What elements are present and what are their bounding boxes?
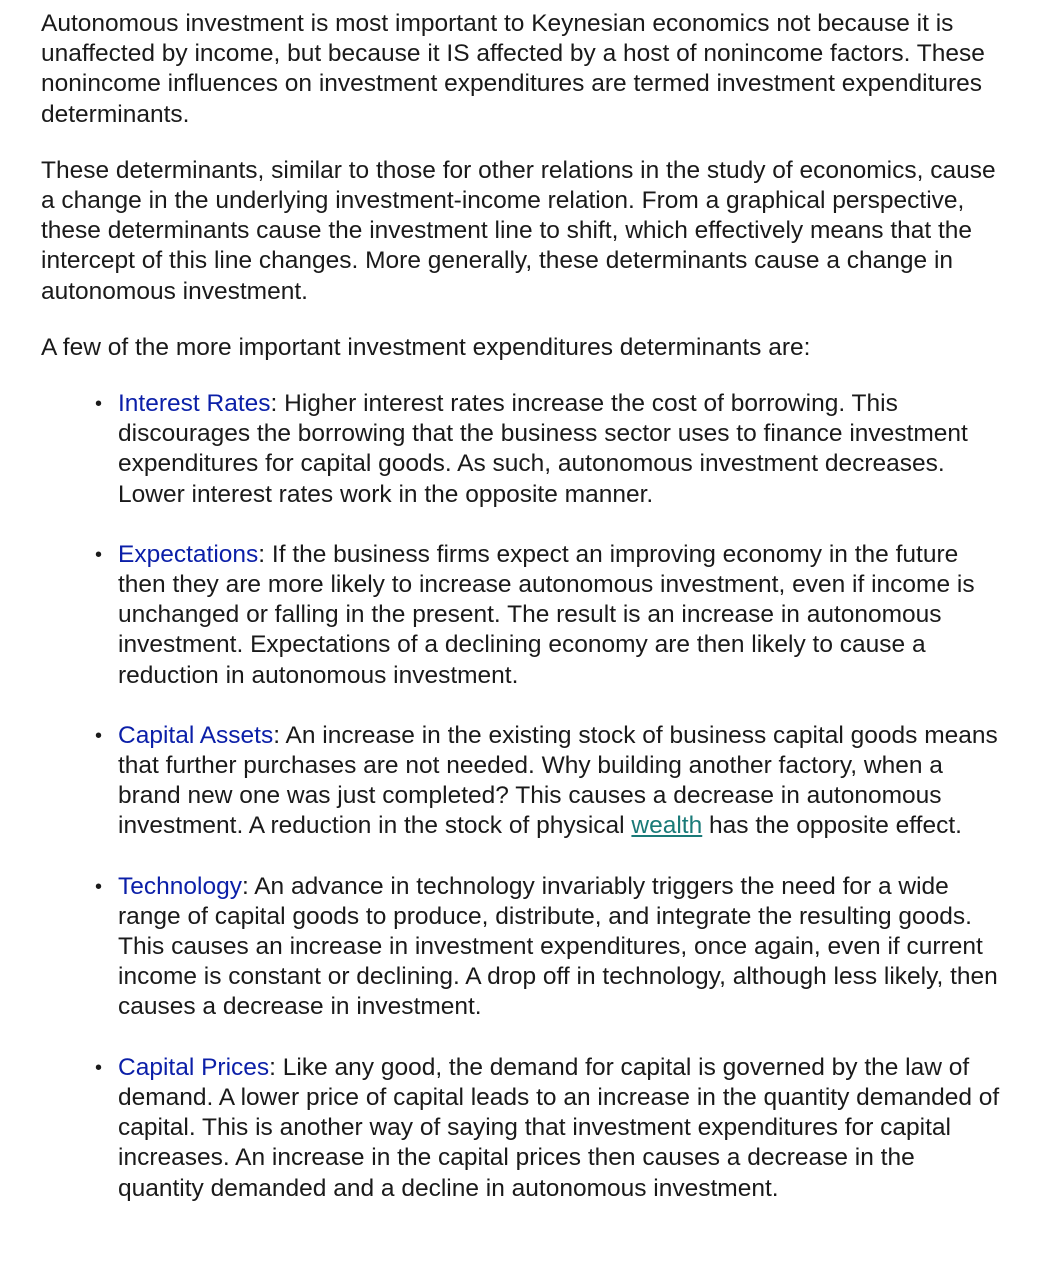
bullet-icon: • [95,543,103,566]
description-capital-prices: : Like any good, the demand for capital is governed by the law of demand. A lower price of capital leads to an increase in the quantity demanded of capital. This is another way of saying that investment expenditures for capital increases. An increase in the capital prices then causes a decrease in the quantity demanded and a decline in autonomous investment. [118,1053,1000,1202]
description-expectations: : If the business firms expect an improving economy in the future then they are more likely to increase autonomous investment, even if income is unchanged or falling in the present. The result is an increase in autonomous investment. Expectations of a declining economy are then likely to cause a reduction in autonomous investment. [118,540,975,689]
term-interest-rates[interactable]: Interest Rates [118,390,271,418]
list-item-interest-rates [95,389,1007,510]
description-interest-rates: : Higher interest rates increase the cost of borrowing. This discourages the borrowing that the business sector uses to finance investment expenditures for capital goods. As such, autonomous investment decreases. Lower interest rates work in the opposite manner. [118,390,968,508]
list-item-technology [95,872,1007,1023]
wealth-link[interactable]: wealth [631,812,703,840]
term-technology[interactable]: Technology [118,872,242,900]
list-intro-paragraph: A few of the more important investment expenditures determinants are: [41,333,811,361]
description-capital-assets-part2: has the opposite effect. [702,812,962,840]
description-capital-assets-part1: : An increase in the existing stock of business capital goods means that further purchases are not needed. Why building another factory, when a brand new one was just completed? This causes a decrease in autonomous investment. A reduction in the stock of physical [118,721,998,840]
bullet-icon: • [95,724,103,747]
bullet-icon: • [95,393,103,416]
determinants-list [41,389,1007,1204]
term-expectations[interactable]: Expectations [118,540,259,568]
bullet-icon: • [95,1056,103,1079]
list-item-capital-assets [95,721,1007,842]
list-item-expectations [95,540,1007,691]
list-item-capital-prices [95,1053,1007,1204]
term-capital-assets[interactable]: Capital Assets [118,721,274,749]
term-capital-prices[interactable]: Capital Prices [118,1053,270,1081]
description-technology: : An advance in technology invariably triggers the need for a wide range of capital goods to produce, distribute, and integrate the resulting goods. This causes an increase in investment expenditures, once again, even if current income is constant or declining. A drop off in technology, although less likely, then causes a decrease in investment. [118,872,998,1021]
intro-paragraph: Autonomous investment is most important to Keynesian economics not because it is unaffected by income, but because it IS affected by a host of nonincome factors. These nonincome influences on investment expenditures are termed investment expenditures determinants. [41,10,985,128]
determinants-paragraph: These determinants, similar to those for other relations in the study of economics, cause a change in the underlying investment-income relation. From a graphical perspective, these determinants cause the investment line to shift, which effectively means that the intercept of this line changes. More generally, these determinants cause a change in autonomous investment. [41,156,996,305]
bullet-icon: • [95,875,103,898]
